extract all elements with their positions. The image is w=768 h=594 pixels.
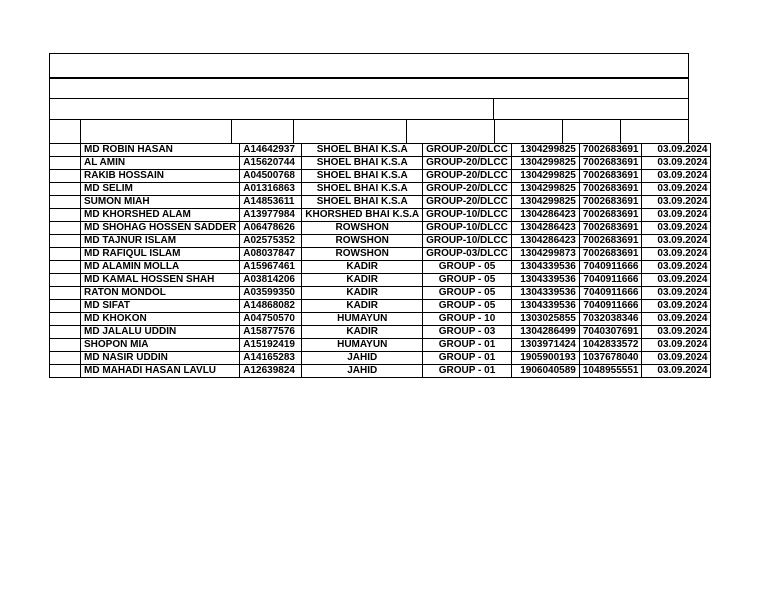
passport-cell: A03814206 xyxy=(240,274,302,287)
number2-cell: 7002683691 xyxy=(579,196,642,209)
index-cell xyxy=(50,222,81,235)
group-cell: GROUP - 05 xyxy=(423,287,512,300)
table-row xyxy=(50,235,711,248)
date-cell: 03.09.2024 xyxy=(642,235,711,248)
passport-cell: A12639824 xyxy=(240,365,302,378)
index-cell xyxy=(50,144,81,157)
date-cell: 03.09.2024 xyxy=(642,222,711,235)
date-cell: 03.09.2024 xyxy=(642,339,711,352)
number2-cell: 1042833572 xyxy=(579,339,642,352)
index-cell xyxy=(50,196,81,209)
number2-cell: 7002683691 xyxy=(579,209,642,222)
name-cell: MD RAFIQUL ISLAM xyxy=(81,248,240,261)
table-row xyxy=(50,196,711,209)
name-cell: MD KHOKON xyxy=(81,313,240,326)
info-row xyxy=(49,98,689,120)
records-table xyxy=(49,143,711,378)
passport-cell: A14853611 xyxy=(240,196,302,209)
number2-cell: 7032038346 xyxy=(579,313,642,326)
number1-cell: 1304339536 xyxy=(511,274,579,287)
sponsor-cell: ROWSHON xyxy=(302,222,423,235)
name-cell: MD ALAMIN MOLLA xyxy=(81,261,240,274)
sponsor-cell: KADIR xyxy=(302,326,423,339)
passport-cell: A03599350 xyxy=(240,287,302,300)
table-row xyxy=(50,261,711,274)
group-cell: GROUP - 03 xyxy=(423,326,512,339)
number1-cell: 1304286499 xyxy=(511,326,579,339)
name-cell: MD JALALU UDDIN xyxy=(81,326,240,339)
table-row xyxy=(50,326,711,339)
sponsor-cell: HUMAYUN xyxy=(302,313,423,326)
date-cell: 03.09.2024 xyxy=(642,248,711,261)
number1-cell: 1303025855 xyxy=(511,313,579,326)
sponsor-cell: SHOEL BHAI K.S.A xyxy=(302,196,423,209)
table-row xyxy=(50,183,711,196)
title-row xyxy=(49,53,689,79)
index-cell xyxy=(50,352,81,365)
name-cell: MD SHOHAG HOSSEN SADDER xyxy=(81,222,240,235)
number1-cell: 1304299825 xyxy=(511,170,579,183)
sponsor-cell: SHOEL BHAI K.S.A xyxy=(302,144,423,157)
date-cell: 03.09.2024 xyxy=(642,209,711,222)
table-row xyxy=(50,352,711,365)
table-row xyxy=(50,222,711,235)
passport-cell: A14165283 xyxy=(240,352,302,365)
sponsor-cell: HUMAYUN xyxy=(302,339,423,352)
passport-cell: A15967461 xyxy=(240,261,302,274)
group-cell: GROUP-10/DLCC xyxy=(423,222,512,235)
number2-cell: 7040911666 xyxy=(579,261,642,274)
group-cell: GROUP-20/DLCC xyxy=(423,144,512,157)
name-cell: MD SELIM xyxy=(81,183,240,196)
group-cell: GROUP-10/DLCC xyxy=(423,209,512,222)
index-cell xyxy=(50,313,81,326)
table-row xyxy=(50,287,711,300)
date-cell: 03.09.2024 xyxy=(642,365,711,378)
group-cell: GROUP-20/DLCC xyxy=(423,157,512,170)
name-cell: MD ROBIN HASAN xyxy=(81,144,240,157)
number1-cell: 1304286423 xyxy=(511,209,579,222)
passport-cell: A13977984 xyxy=(240,209,302,222)
passport-cell: A01316863 xyxy=(240,183,302,196)
date-cell: 03.09.2024 xyxy=(642,352,711,365)
group-cell: GROUP - 05 xyxy=(423,300,512,313)
table-row xyxy=(50,157,711,170)
number2-cell: 7040911666 xyxy=(579,287,642,300)
index-cell xyxy=(50,300,81,313)
name-cell: RAKIB HOSSAIN xyxy=(81,170,240,183)
number2-cell: 7040911666 xyxy=(579,274,642,287)
index-cell xyxy=(50,261,81,274)
passport-cell: A04750570 xyxy=(240,313,302,326)
number2-cell: 7002683691 xyxy=(579,183,642,196)
number2-cell: 7002683691 xyxy=(579,144,642,157)
table-row xyxy=(50,274,711,287)
group-cell: GROUP-20/DLCC xyxy=(423,170,512,183)
group-cell: GROUP - 01 xyxy=(423,339,512,352)
group-cell: GROUP - 01 xyxy=(423,352,512,365)
number1-cell: 1304339536 xyxy=(511,287,579,300)
date-cell: 03.09.2024 xyxy=(642,313,711,326)
number1-cell: 1304299825 xyxy=(511,144,579,157)
group-cell: GROUP-20/DLCC xyxy=(423,183,512,196)
date-cell: 03.09.2024 xyxy=(642,183,711,196)
name-cell: AL AMIN xyxy=(81,157,240,170)
number1-cell: 1304299825 xyxy=(511,157,579,170)
number2-cell: 7040911666 xyxy=(579,300,642,313)
number2-cell: 7002683691 xyxy=(579,157,642,170)
passport-cell: A04500768 xyxy=(240,170,302,183)
index-cell xyxy=(50,235,81,248)
index-cell xyxy=(50,339,81,352)
number1-cell: 1304299825 xyxy=(511,196,579,209)
sponsor-cell: ROWSHON xyxy=(302,248,423,261)
sponsor-cell: JAHID xyxy=(302,365,423,378)
index-cell xyxy=(50,365,81,378)
name-cell: MD TAJNUR ISLAM xyxy=(81,235,240,248)
date-cell: 03.09.2024 xyxy=(642,196,711,209)
number2-cell: 7002683691 xyxy=(579,248,642,261)
date-cell: 03.09.2024 xyxy=(642,326,711,339)
sponsor-cell: SHOEL BHAI K.S.A xyxy=(302,183,423,196)
table-row xyxy=(50,144,711,157)
number1-cell: 1304299825 xyxy=(511,183,579,196)
name-cell: SHOPON MIA xyxy=(81,339,240,352)
number1-cell: 1905900193 xyxy=(511,352,579,365)
column-header-row xyxy=(49,119,689,144)
index-cell xyxy=(50,209,81,222)
index-cell xyxy=(50,170,81,183)
number1-cell: 1304286423 xyxy=(511,235,579,248)
table-row xyxy=(50,339,711,352)
name-cell: MD MAHADI HASAN LAVLU xyxy=(81,365,240,378)
group-cell: GROUP-03/DLCC xyxy=(423,248,512,261)
group-cell: GROUP - 10 xyxy=(423,313,512,326)
date-cell: 03.09.2024 xyxy=(642,300,711,313)
group-cell: GROUP - 05 xyxy=(423,274,512,287)
group-cell: GROUP-10/DLCC xyxy=(423,235,512,248)
date-cell: 03.09.2024 xyxy=(642,157,711,170)
passport-cell: A14642937 xyxy=(240,144,302,157)
table-row xyxy=(50,300,711,313)
table-row xyxy=(50,209,711,222)
passport-cell: A08037847 xyxy=(240,248,302,261)
date-cell: 03.09.2024 xyxy=(642,261,711,274)
date-cell: 03.09.2024 xyxy=(642,170,711,183)
table-row xyxy=(50,365,711,378)
sponsor-cell: ROWSHON xyxy=(302,235,423,248)
name-cell: SUMON MIAH xyxy=(81,196,240,209)
number1-cell: 1304286423 xyxy=(511,222,579,235)
group-cell: GROUP - 01 xyxy=(423,365,512,378)
number2-cell: 1048955551 xyxy=(579,365,642,378)
number2-cell: 7040307691 xyxy=(579,326,642,339)
index-cell xyxy=(50,157,81,170)
number1-cell: 1906040589 xyxy=(511,365,579,378)
number1-cell: 1304339536 xyxy=(511,261,579,274)
passport-cell: A15877576 xyxy=(240,326,302,339)
sponsor-cell: KADIR xyxy=(302,261,423,274)
records-table-body xyxy=(50,144,711,378)
number2-cell: 7002683691 xyxy=(579,235,642,248)
group-cell: GROUP - 05 xyxy=(423,261,512,274)
passport-cell: A14868082 xyxy=(240,300,302,313)
passport-cell: A15620744 xyxy=(240,157,302,170)
index-cell xyxy=(50,287,81,300)
name-cell: MD SIFAT xyxy=(81,300,240,313)
index-cell xyxy=(50,183,81,196)
passport-cell: A02575352 xyxy=(240,235,302,248)
subtitle-row xyxy=(49,78,689,99)
index-cell xyxy=(50,248,81,261)
table-row xyxy=(50,170,711,183)
number1-cell: 1304299873 xyxy=(511,248,579,261)
index-cell xyxy=(50,274,81,287)
sponsor-cell: KADIR xyxy=(302,287,423,300)
name-cell: MD NASIR UDDIN xyxy=(81,352,240,365)
passport-cell: A06478626 xyxy=(240,222,302,235)
number1-cell: 1304339536 xyxy=(511,300,579,313)
sponsor-cell: KHORSHED BHAI K.S.A xyxy=(302,209,423,222)
date-cell: 03.09.2024 xyxy=(642,287,711,300)
sponsor-cell: KADIR xyxy=(302,300,423,313)
name-cell: MD KHORSHED ALAM xyxy=(81,209,240,222)
sponsor-cell: KADIR xyxy=(302,274,423,287)
passport-cell: A15192419 xyxy=(240,339,302,352)
table-row xyxy=(50,313,711,326)
sponsor-cell: SHOEL BHAI K.S.A xyxy=(302,157,423,170)
number2-cell: 7002683691 xyxy=(579,222,642,235)
number2-cell: 7002683691 xyxy=(579,170,642,183)
name-cell: RATON MONDOL xyxy=(81,287,240,300)
group-cell: GROUP-20/DLCC xyxy=(423,196,512,209)
name-cell: MD KAMAL HOSSEN SHAH xyxy=(81,274,240,287)
table-row xyxy=(50,248,711,261)
date-cell: 03.09.2024 xyxy=(642,144,711,157)
number2-cell: 1037678040 xyxy=(579,352,642,365)
date-cell: 03.09.2024 xyxy=(642,274,711,287)
number1-cell: 1303971424 xyxy=(511,339,579,352)
index-cell xyxy=(50,326,81,339)
sponsor-cell: SHOEL BHAI K.S.A xyxy=(302,170,423,183)
sponsor-cell: JAHID xyxy=(302,352,423,365)
